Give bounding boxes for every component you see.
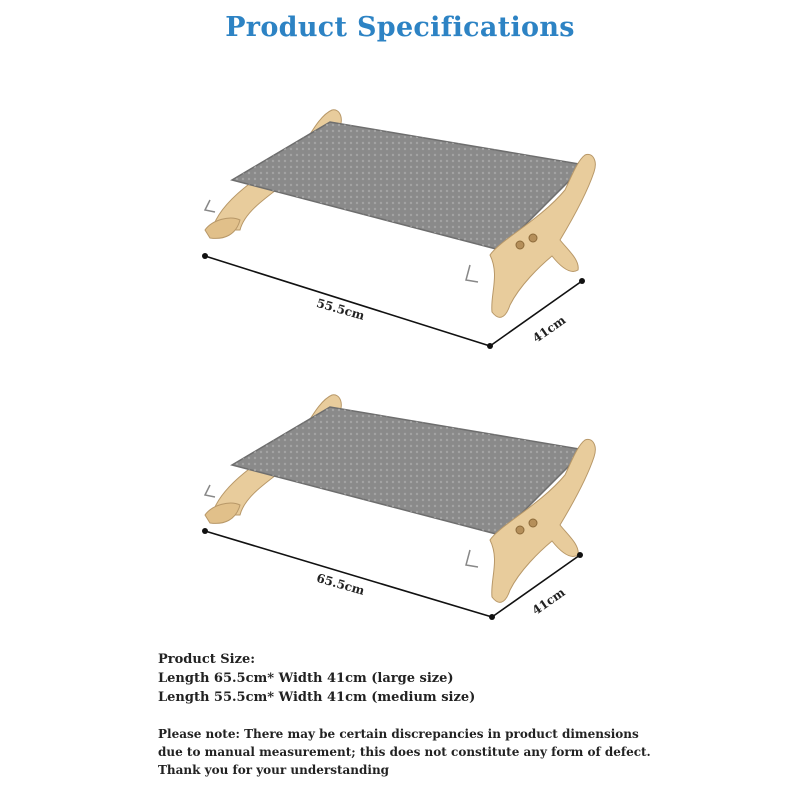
product-size-line: Length 55.5cm* Width 41cm (medium size) xyxy=(158,690,476,705)
hinge-bolt xyxy=(529,519,537,527)
hammock-illustration-large xyxy=(0,365,800,665)
wire-clip-right xyxy=(466,265,478,282)
hammock-illustration-medium xyxy=(0,80,800,380)
length-label: 55.5cm xyxy=(314,295,367,323)
length-label: 65.5cm xyxy=(314,570,367,598)
note-line: Thank you for your understanding xyxy=(158,763,390,777)
hinge-bolt xyxy=(516,241,524,249)
length-dimension-line xyxy=(205,256,490,346)
width-label: 41cm xyxy=(530,312,569,346)
width-label: 41cm xyxy=(529,585,568,618)
hinge-bolt xyxy=(516,526,524,534)
product-figure-medium xyxy=(0,80,800,380)
wire-clip-right xyxy=(466,550,478,567)
product-size-line: Length 65.5cm* Width 41cm (large size) xyxy=(158,671,454,686)
wood-foot-left xyxy=(205,218,240,238)
page-title: Product Specifications xyxy=(225,12,575,43)
note-line: Please note: There may be certain discrepancies in product dimensions xyxy=(158,727,639,741)
measurement-note xyxy=(158,725,658,779)
product-size-block xyxy=(158,650,475,707)
note-line: due to manual measurement; this does not constitute any form of defect. xyxy=(158,745,651,759)
length-dimension-line xyxy=(205,531,492,617)
wood-foot-left xyxy=(205,503,240,523)
hinge-bolt xyxy=(529,234,537,242)
wire-clip-left xyxy=(205,200,215,212)
product-size-heading: Product Size: xyxy=(158,652,256,667)
product-figure-large xyxy=(0,365,800,665)
wire-clip-left xyxy=(205,485,215,497)
